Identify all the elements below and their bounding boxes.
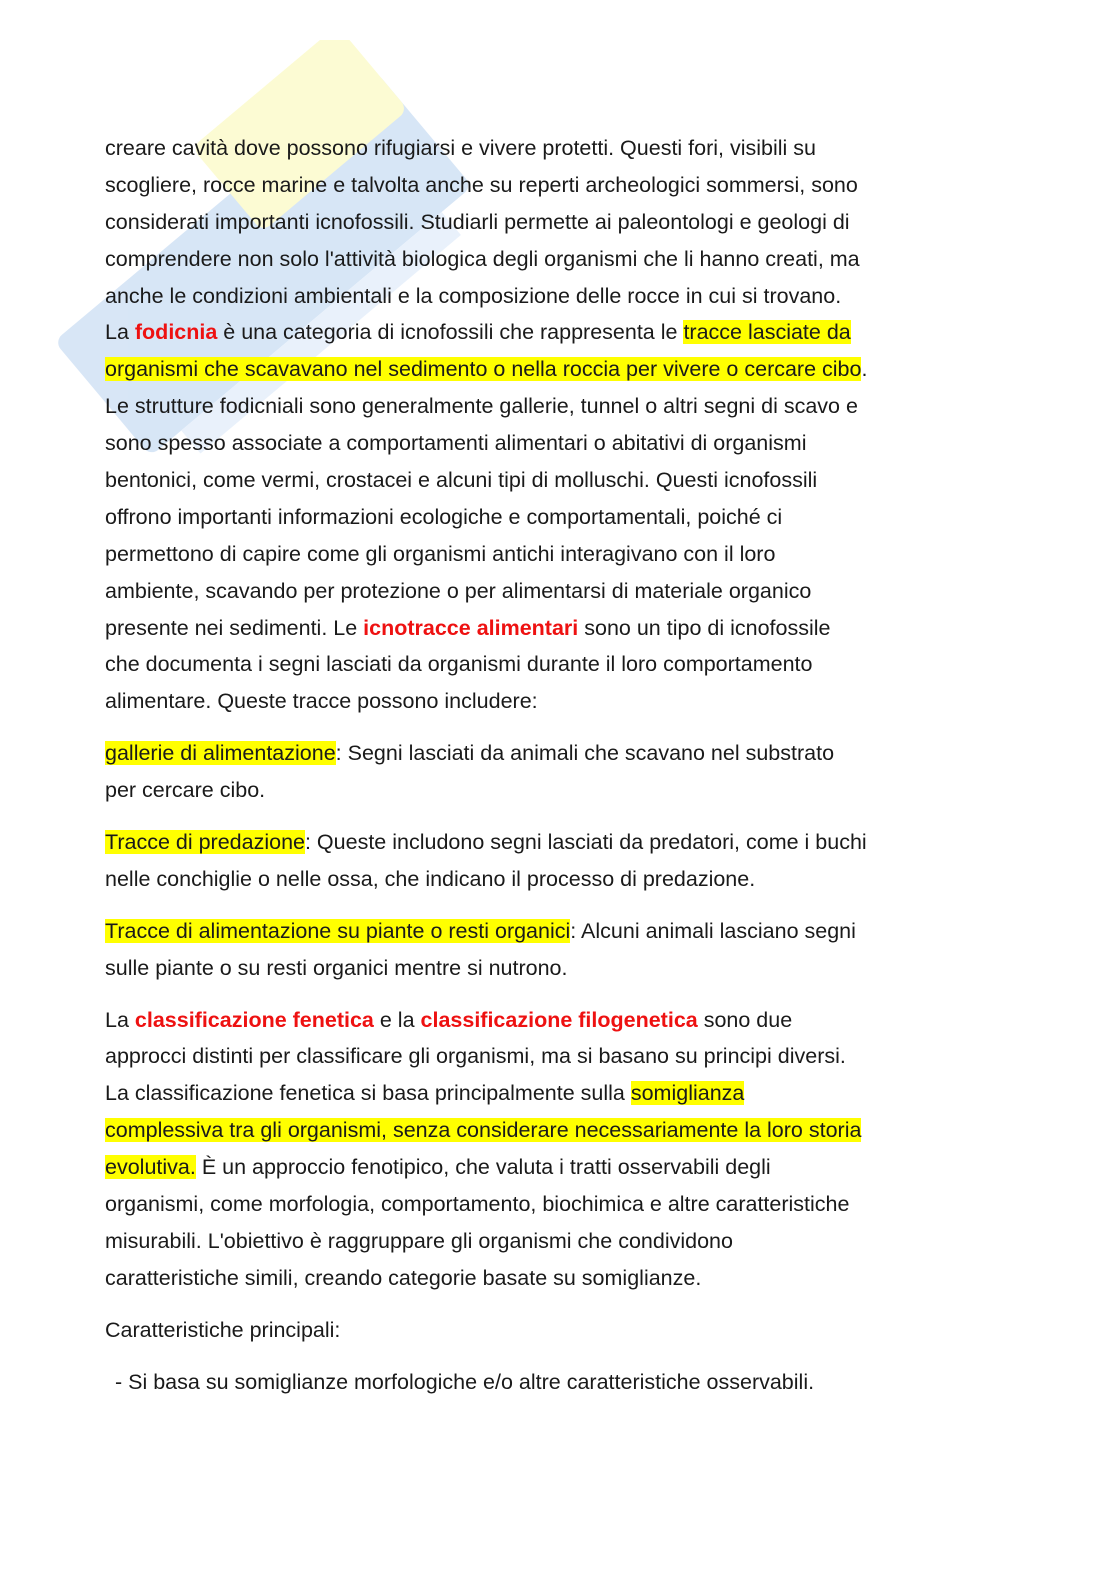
text-line: [105, 1260, 1025, 1297]
text-run: La: [105, 1007, 135, 1032]
text-run: : Alcuni animali lasciano segni: [570, 918, 856, 943]
text-line: [105, 824, 1025, 861]
text-line: [105, 351, 1025, 388]
text-line: [105, 772, 1025, 809]
text-line: [105, 950, 1025, 987]
text-run: È un approccio fenotipico, che valuta i tratti osservabili degli: [195, 1155, 771, 1180]
highlighted-text: Tracce di alimentazione su piante o resti organici: [105, 918, 571, 943]
document-body: [105, 130, 1025, 1416]
keyword-term: icnotracce alimentari: [363, 615, 579, 640]
text-run: che documenta i segni lasciati da organismi durante il loro comportamento: [105, 652, 813, 677]
text-line: [105, 683, 1025, 720]
text-line: [105, 913, 1025, 950]
text-line: [105, 536, 1025, 573]
text-line: [105, 241, 1025, 278]
text-run: .: [861, 357, 868, 382]
text-line: [105, 1312, 1025, 1349]
highlighted-text: evolutiva.: [105, 1155, 196, 1180]
paragraph: [105, 824, 1025, 898]
text-run: approcci distinti per classificare gli organismi, ma si basano su principi diversi.: [105, 1044, 846, 1069]
text-line: [105, 425, 1025, 462]
text-run: ambiente, scavando per protezione o per alimentarsi di materiale organico: [105, 578, 812, 603]
text-run: - Si basa su somiglianze morfologiche e/o altre caratteristiche osservabili.: [115, 1369, 815, 1394]
text-line: [105, 314, 1025, 351]
text-line: [105, 1186, 1025, 1223]
text-run: permettono di capire come gli organismi antichi interagivano con il loro: [105, 541, 776, 566]
text-run: sono spesso associate a comportamenti alimentari o abitativi di organismi: [105, 431, 807, 456]
text-run: sulle piante o su resti organici mentre si nutrono.: [105, 955, 568, 980]
text-line: [105, 204, 1025, 241]
text-run: La classificazione fenetica si basa principalmente sulla: [105, 1081, 631, 1106]
text-line: [105, 462, 1025, 499]
text-run: presente nei sedimenti. Le: [105, 615, 364, 640]
text-line: [105, 646, 1025, 683]
highlighted-text: somiglianza: [630, 1081, 745, 1106]
text-line: [105, 167, 1025, 204]
text-line: [105, 1002, 1025, 1039]
text-run: nelle conchiglie o nelle ossa, che indicano il processo di predazione.: [105, 866, 756, 891]
text-run: Le strutture fodicniali sono generalmente gallerie, tunnel o altri segni di scavo e: [105, 394, 858, 419]
paragraph: [105, 913, 1025, 987]
text-run: alimentare. Queste tracce possono includere:: [105, 689, 538, 714]
text-run: scogliere, rocce marine e talvolta anche su reperti archeologici sommersi, sono: [105, 172, 858, 197]
paragraph: [105, 1312, 1025, 1349]
paragraph: [105, 130, 1025, 720]
text-run: sono un tipo di icnofossile: [578, 615, 831, 640]
highlighted-text: complessiva tra gli organismi, senza considerare necessariamente la loro storia: [105, 1118, 862, 1143]
text-run: offrono importanti informazioni ecologiche e comportamentali, poiché ci: [105, 504, 783, 529]
text-run: caratteristiche simili, creando categorie basate su somiglianze.: [105, 1265, 702, 1290]
text-line: [105, 1038, 1025, 1075]
text-line: [105, 1112, 1025, 1149]
text-line: [105, 610, 1025, 647]
text-run: La: [105, 320, 135, 345]
text-line: [105, 573, 1025, 610]
highlighted-text: organismi che scavavano nel sedimento o nella roccia per vivere o cercare cibo: [105, 357, 862, 382]
text-line: [105, 278, 1025, 315]
text-run: è una categoria di icnofossili che rappresenta le: [217, 320, 684, 345]
text-line: [115, 1364, 1025, 1401]
text-line: [105, 1223, 1025, 1260]
text-run: sono due: [697, 1007, 793, 1032]
text-line: [105, 1075, 1025, 1112]
text-run: considerati importanti icnofossili. Studiarli permette ai paleontologi e geologi di: [105, 209, 850, 234]
text-run: e la: [373, 1007, 421, 1032]
text-run: comprendere non solo l'attività biologica degli organismi che li hanno creati, ma: [105, 246, 860, 271]
paragraph: [105, 1364, 1025, 1401]
keyword-term: classificazione filogenetica: [420, 1007, 698, 1032]
text-run: misurabili. L'obiettivo è raggruppare gli organismi che condividono: [105, 1228, 733, 1253]
text-line: [105, 499, 1025, 536]
text-line: [105, 735, 1025, 772]
text-line: [105, 130, 1025, 167]
highlighted-text: tracce lasciate da: [683, 320, 851, 345]
text-run: per cercare cibo.: [105, 778, 266, 803]
text-run: : Queste includono segni lasciati da predatori, come i buchi: [304, 830, 867, 855]
text-run: organismi, come morfologia, comportamento, biochimica e altre caratteristiche: [105, 1192, 850, 1217]
text-line: [105, 1149, 1025, 1186]
highlighted-text: gallerie di alimentazione: [105, 741, 336, 766]
text-line: [105, 388, 1025, 425]
text-run: bentonici, come vermi, crostacei e alcuni tipi di molluschi. Questi icnofossili: [105, 468, 818, 493]
text-line: [105, 861, 1025, 898]
highlighted-text: Tracce di predazione: [105, 830, 305, 855]
text-run: : Segni lasciati da animali che scavano nel substrato: [335, 741, 835, 766]
paragraph: [105, 1002, 1025, 1297]
text-run: Caratteristiche principali:: [105, 1317, 341, 1342]
text-run: creare cavità dove possono rifugiarsi e vivere protetti. Questi fori, visibili su: [105, 136, 817, 160]
keyword-term: fodicnia: [134, 320, 218, 345]
text-run: anche le condizioni ambientali e la composizione delle rocce in cui si trovano.: [105, 283, 842, 308]
paragraph: [105, 735, 1025, 809]
keyword-term: classificazione fenetica: [134, 1007, 374, 1032]
